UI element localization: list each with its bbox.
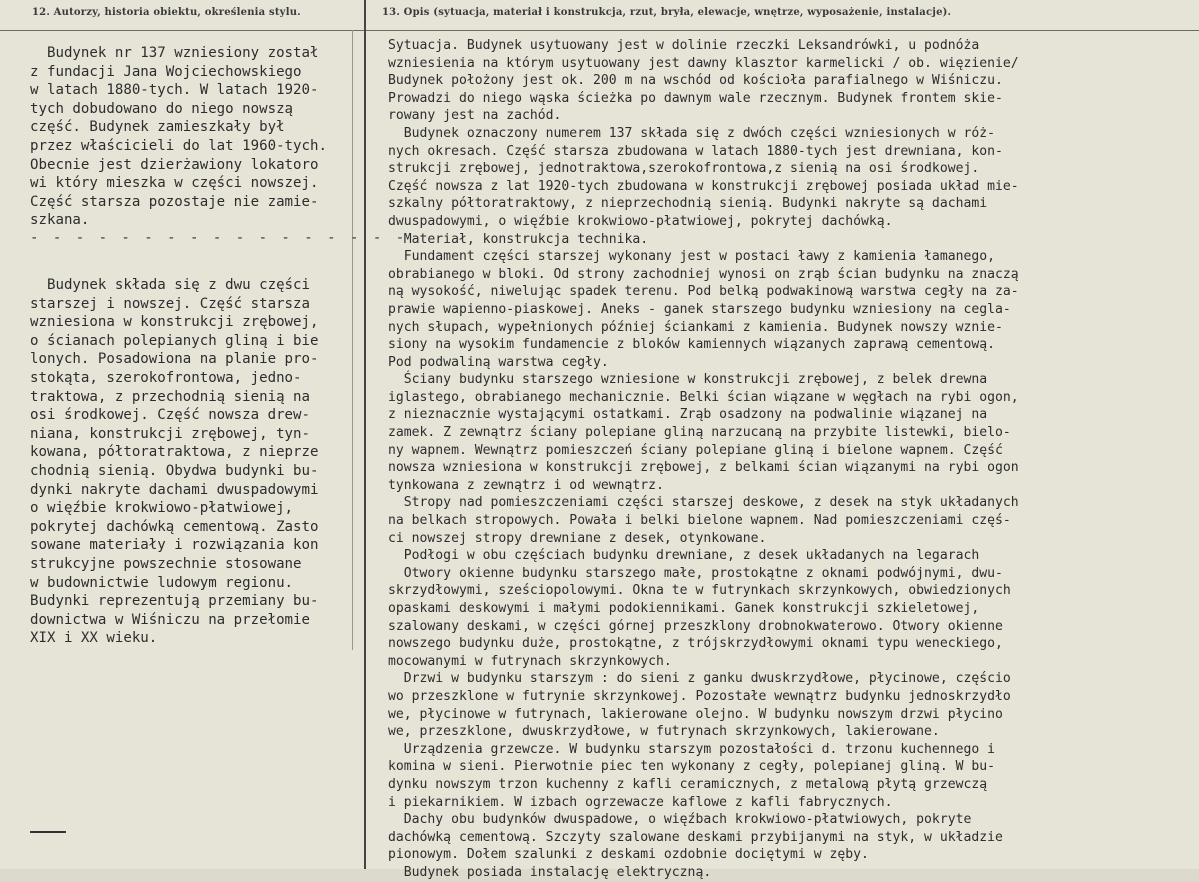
text-line: komina w sieni. Pierwotnie piec ten wykonany z cegły, polepianej gliną. W bu-	[388, 759, 995, 775]
text-line: stokąta, szerokofrontowa, jedno-	[30, 369, 302, 386]
text-line: osi środkowej. Część nowsza drew-	[30, 407, 311, 424]
text-line: Pod podwaliną warstwa cegły.	[388, 354, 609, 370]
text-line: Urządzenia grzewcze. W budynku starszym pozostałości d. trzonu kuchennego i	[388, 741, 995, 757]
text-line: na belkach stropowych. Powała i belki bielone wapnem. Nad pomieszczeniami częś-	[388, 513, 1011, 529]
text-line: siony na wysokim fundamencie z bloków kamiennych wiązanych zaprawą cementową.	[388, 337, 995, 353]
end-mark	[30, 831, 66, 833]
section-13-heading: 13. Opis (sytuacja, materiał i konstrukcja, rzut, bryła, elewacje, wnętrze, wyposażenie, instalacje).	[382, 7, 952, 18]
text-line: we, płycinowe w futrynach, lakierowane olejno. W budynku nowszym drzwi płycino	[388, 706, 1003, 722]
text-line: traktowa, z przechodnią sienią na	[30, 388, 311, 405]
text-line: Dachy obu budynków dwuspadowe, o więźbach krokwiowo-płatwiowych, pokryte	[388, 812, 972, 828]
text-line: lonych. Posadowiona na planie pro-	[30, 351, 319, 368]
text-line: Ściany budynku starszego wzniesione w konstrukcji zrębowej, z belek drewna	[388, 372, 988, 388]
text-line: niana, konstrukcji zrębowej, tyn-	[30, 425, 311, 442]
text-line: Budynek składa się z dwu części	[30, 277, 311, 293]
text-line: Budynek położony jest ok. 200 m na wschód od kościoła parafialnego w Wiśniczu.	[388, 73, 1003, 89]
text-line: rowany jest na zachód.	[388, 108, 562, 124]
text-line: szkana.	[30, 212, 90, 229]
text-line: wzniesiona w konstrukcji zrębowej,	[30, 314, 319, 331]
text-line: chodnią sienią. Obydwa budynki bu-	[30, 462, 319, 479]
text-line: downictwa w Wiśniczu na przełomie	[30, 611, 311, 628]
section-12-heading: 12. Autorzy, historia obiektu, określenia stylu.	[32, 7, 301, 18]
text-line: pionowym. Dołem szalunki z deskami ozdobnie dociętymi w zęby.	[388, 847, 869, 863]
text-line: nych okresach. Część starsza zbudowana w latach 1880-tych jest drewniana, kon-	[388, 143, 1003, 159]
text-line: Budynek nr 137 wzniesiony został	[30, 45, 319, 61]
text-line: ną wysokość, niwelując spadek terenu. Pod belką podwakinową warstwa cegły na za-	[388, 284, 1019, 300]
text-line: nowszego budynku duże, prostokątne, z trójskrzydłowymi oknami typu weneckiego,	[388, 636, 1003, 652]
text-line: XIX i XX wieku.	[30, 630, 158, 647]
text-line: z nieznacznie wystającymi ostatkami. Zrąb osadzony na podwalinie wiązanej na	[388, 407, 988, 423]
text-line: z fundacji Jana Wojciechowskiego	[30, 63, 302, 80]
text-line: sowane materiały i rozwiązania kon	[30, 537, 319, 554]
text-line: tych dobudowano do niego nowszą	[30, 100, 294, 117]
text-line: Budynek oznaczony numerem 137 składa się z dwóch części wzniesionych w róż-	[388, 125, 995, 141]
text-line: ci nowszej stropy drewniane z desek, otynkowane.	[388, 530, 767, 546]
text-line: opaskami deskowymi i małymi podokiennikami. Ganek konstrukcji szkieletowej,	[388, 601, 980, 616]
text-line: Część starsza pozostaje nie zamie-	[30, 193, 319, 210]
text-line: przez właścicieli do lat 1960-tych.	[30, 137, 327, 154]
text-line: ny wapnem. Wewnątrz pomieszczeń ściany polepiane gliną i bielone wapnem. Część	[388, 442, 1003, 458]
text-line: kowana, półtoratraktowa, z nieprze	[30, 444, 319, 461]
text-line: i piekarnikiem. W izbach ogrzewacze kaflowe z kafli fabrycznych.	[388, 794, 893, 810]
text-line: Drzwi w budynku starszym : do sieni z ganku dwuskrzydłowe, płycinowe, częścio	[388, 671, 1011, 687]
text-line: strukcyjne powszechnie stosowane	[30, 555, 302, 572]
text-line: dachówką cementową. Szczyty szalowane deskami przybijanymi na styk, w układzie	[388, 829, 1003, 845]
text-line: starszej i nowszej. Część starsza	[30, 295, 311, 312]
text-line: szkalny półtoratraktowy, z nieprzechodnią sienią. Budynki nakryte są dachami	[388, 196, 988, 212]
text-line: wzniesienia na którym usytuowany jest dawny klasztor karmelicki / ob. więzienie/	[388, 55, 1019, 71]
text-line: nowsza wzniesiona w konstrukcji zrębowej, z belkami ścian wiązanymi na rybi ogon	[388, 460, 1019, 476]
text-line: tynkowana z zewnątrz i od wewnątrz.	[388, 477, 664, 493]
text-line: Podłogi w obu częściach budynku drewniane, z desek układanych na legarach	[388, 548, 980, 564]
text-line: pokrytej dachówką cementową. Zasto	[30, 518, 319, 535]
text-line: mocowanymi w futrynach skrzynkowych.	[388, 653, 672, 669]
text-line: Prowadzi do niego wąska ścieżka po dawnym wale rzecznym. Budynek frontem skie-	[388, 90, 1003, 106]
text-line: Otwory okienne budynku starszego małe, prostokątne z oknami podwójnymi, dwu-	[388, 565, 1003, 581]
text-line: Budynek posiada instalację elektryczną.	[388, 864, 712, 880]
text-line: strukcji zrębowej, jednotraktowa,szerokofrontowa,z sienią na osi środkowej.	[388, 161, 980, 177]
text-line: Część nowsza z lat 1920-tych zbudowana w konstrukcji zrębowej posiada układ mie-	[388, 178, 1019, 194]
text-line: o ścianach polepianych gliną i bie	[30, 332, 319, 349]
text-line: w latach 1880-tych. W latach 1920-	[30, 82, 319, 99]
text-line: w budownictwie ludowym regionu.	[30, 574, 294, 591]
text-line: Sytuacja. Budynek usytuowany jest w dolinie rzeczki Leksandrówki, u podnóża	[388, 38, 980, 53]
text-line: zamek. Z zewnątrz ściany polepiane gliną narzucaną na przybite listewki, bielo-	[388, 425, 1011, 441]
text-line: Stropy nad pomieszczeniami części starszej deskowe, z desek na styk układanych	[388, 495, 1019, 511]
text-line: dwuspadowymi, o więźbie krokwiowo-płatwiowej, pokrytej dachówką.	[388, 213, 893, 229]
text-line: iglastego, obrabianego mechanicznie. Belki ścian wiązane w węgłach na rybi ogon,	[388, 389, 1019, 405]
text-line: Materiał, konstrukcja technika.	[388, 231, 649, 247]
text-line: część. Budynek zamieszkały był	[30, 119, 285, 136]
history-block	[30, 44, 370, 230]
text-line: wo przeszklone w futrynie skrzynkowej. Pozostałe wewnątrz budynku jednoskrzydło	[388, 688, 1011, 704]
text-line: prawie wapienno-piaskowej. Aneks - ganek starszego budynku wzniesiony na cegla-	[388, 301, 1011, 317]
style-block	[30, 276, 370, 648]
text-line: Fundament części starszej wykonany jest w postaci ławy z kamienia łamanego,	[388, 249, 995, 265]
text-line: dynku nowszym trzon kuchenny z kafli ceramicznych, z metalową płytą grzewczą	[388, 776, 988, 792]
header-rule	[0, 30, 1199, 31]
dash-separator: - - - - - - - - - - - - - - - - -	[30, 230, 408, 246]
text-line: nych słupach, wypełnionych później ściankami z kamienia. Budynek nowszy wznie-	[388, 319, 1003, 335]
text-line: Budynki reprezentują przemiany bu-	[30, 593, 319, 610]
text-line: o więźbie krokwiowo-płatwiowej,	[30, 500, 294, 517]
text-line: skrzydłowymi, sześciopolowymi. Okna te w futrynkach skrzynkowych, obwiedzionych	[388, 583, 1011, 599]
description-block	[388, 37, 1198, 882]
text-line: dynki nakryte dachami dwuspadowymi	[30, 481, 319, 498]
text-line: we, przeszklone, dwuskrzydłowe, w futrynach skrzynkowych, lakierowane.	[388, 724, 940, 740]
text-line: szalowany deskami, w części górnej przeszklony drobnokwaterowo. Otwory okienne	[388, 618, 1003, 634]
text-line: Obecnie jest dzierżawiony lokatoro	[30, 156, 319, 173]
text-line: wi który mieszka w części nowszej.	[30, 175, 319, 192]
text-line: obrabianego w bloki. Od strony zachodniej wynosi on zrąb ścian budynku na znaczą	[388, 266, 1019, 282]
